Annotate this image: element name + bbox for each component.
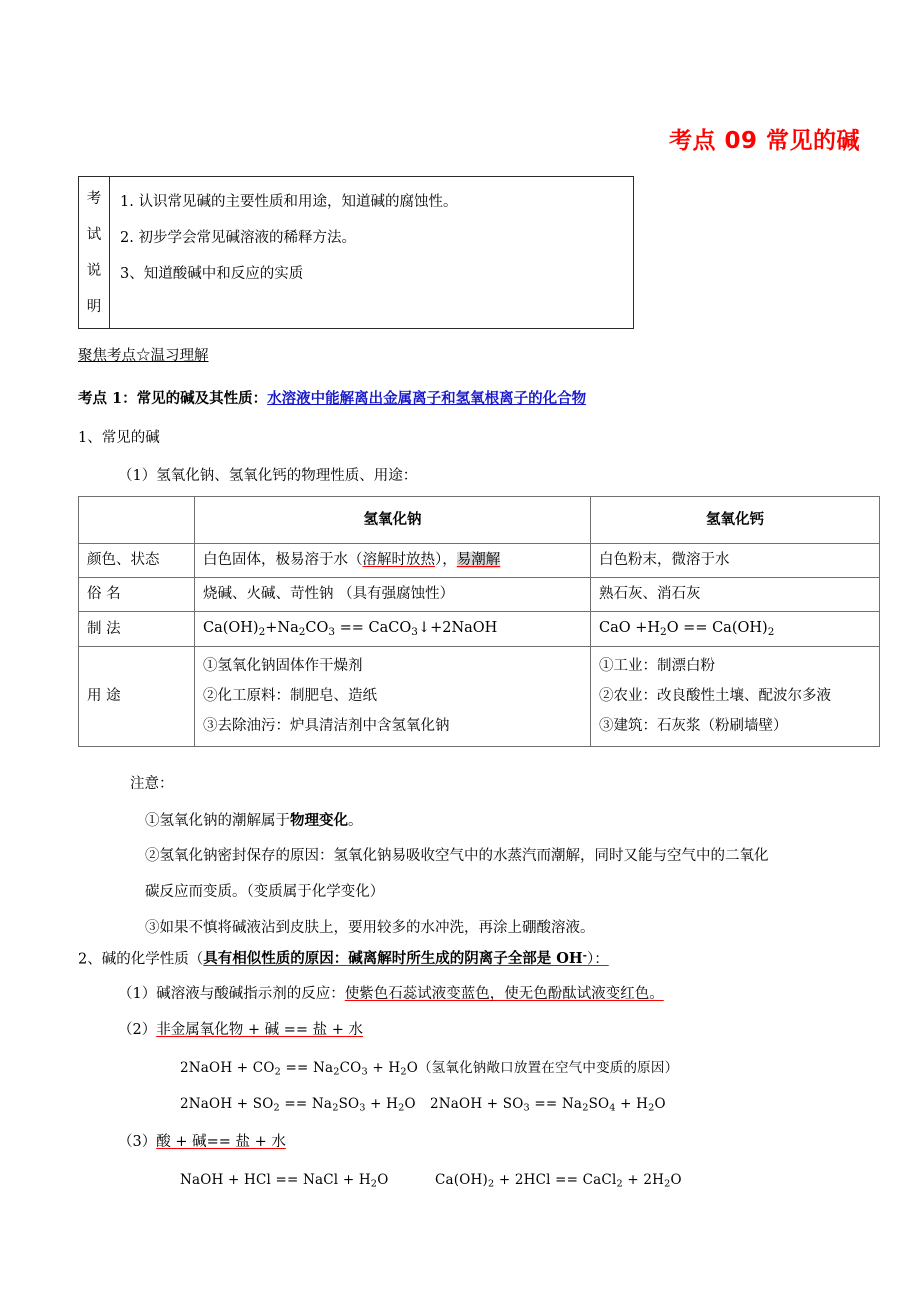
table-row (79, 612, 880, 647)
exam-line-blank (120, 292, 633, 328)
cell-naoh-color-state (195, 544, 591, 578)
notes-heading: 注意： (130, 776, 174, 792)
row-label-preparation: 制 法 (79, 612, 195, 647)
table-row (79, 647, 880, 747)
cell-caoh2-color-state: 白色粉末，微溶于水 (591, 544, 880, 578)
naoh-color-mid: ）， (435, 552, 457, 568)
item-1-label: 1、常见的碱 (78, 430, 160, 446)
item-2-bold-text: 具有相似性质的原因：碱离解时所生成的阴离子全部是 OH (203, 950, 583, 968)
table-row (79, 544, 880, 578)
row-label-common-name: 俗 名 (79, 578, 195, 612)
header-blank (79, 497, 195, 544)
naoh-color-highlight: 易潮解 (456, 552, 501, 568)
equation-naoh-co2: 2NaOH + $CO_2 == Na_2CO_3 + H_2O$（氢氧化钠敞口放置在空气中变质的原因） (180, 1060, 679, 1078)
note-1-post: 。 (348, 813, 363, 829)
naoh-use-2: ②化工原料：制肥皂、造纸 (203, 687, 377, 704)
item-2-prefix: 2、碱的化学性质（ (78, 951, 204, 968)
caoh2-use-3: ③建筑：石灰浆（粉刷墙壁） (599, 717, 788, 734)
row-label-color-state: 颜色、状态 (79, 544, 195, 578)
naoh-color-underlined: 溶解时放热 (362, 552, 435, 568)
row-label-uses: 用 途 (79, 647, 195, 747)
chem-prop-3-pre: （3） (118, 1134, 157, 1150)
cell-caoh2-common-name: 熟石灰、消石灰 (591, 578, 880, 612)
exam-line-1: 1. 认识常见碱的主要性质和用途，知道碱的腐蚀性。 (120, 194, 458, 210)
page-title: 考点 09 常见的碱 (668, 128, 860, 154)
caoh2-use-1: ①工业：制漂白粉 (599, 658, 715, 675)
kaodian-1-definition: 水溶液中能解离出金属离子和氢氧根离子的化合物 (267, 390, 587, 407)
cell-naoh-preparation: $Ca(OH)_2+Na_2CO_3$ == CaCO$_3$↓+2NaOH (195, 612, 591, 647)
header-naoh: 氢氧化钠 (195, 497, 591, 544)
kaodian-1-prefix: 考点 1：常见的碱及其性质： (78, 390, 268, 407)
exam-box-content (110, 177, 634, 329)
exam-label-char-0: 考 (86, 191, 102, 207)
note-1-bold: 物理变化 (290, 812, 348, 829)
chem-prop-2-pre: （2） (118, 1022, 157, 1038)
note-1 (145, 812, 363, 830)
naoh-use-1: ①氢氧化钠固体作干燥剂 (203, 658, 363, 675)
note-1-pre: ①氢氧化钠的潮解属于 (145, 813, 290, 829)
equation-naoh-hcl: NaOH + HCl == NaCl + $H_2O$ (180, 1172, 389, 1190)
chem-prop-3-underlined: 酸 + 碱== 盐 + 水 (156, 1134, 286, 1150)
note-2-line-1: ②氢氧化钠密封保存的原因：氢氧化钠易吸收空气中的水蒸汽而潮解，同时又能与空气中的二氧化 (145, 848, 769, 864)
cell-naoh-uses (195, 647, 591, 747)
table-row (79, 578, 880, 612)
section-heading: 聚焦考点☆温习理解 (78, 348, 209, 364)
equation-caoh2-hcl: $Ca(OH)_2 + 2HCl$ == CaCl$_2$ + $2H_2O$ (435, 1172, 682, 1190)
chem-prop-2 (118, 1022, 363, 1039)
naoh-color-pre: 白色固体，极易溶于水（ (203, 552, 363, 568)
caoh2-use-2: ②农业：改良酸性土壤、配波尔多液 (599, 687, 831, 704)
note-3: ③如果不慎将碱液沾到皮肤上，要用较多的水冲洗，再涂上硼酸溶液。 (145, 920, 595, 936)
exam-line-2: 2. 初步学会常见碱溶液的稀释方法。 (120, 230, 356, 246)
chem-prop-1 (118, 986, 664, 1003)
table-header-row (79, 497, 880, 544)
exam-label-char-1: 试 (86, 227, 102, 243)
chem-prop-3 (118, 1134, 286, 1151)
kaodian-1-heading (78, 390, 586, 408)
equation-naoh-so2: 2NaOH + $SO_2 == Na_2SO_3 + H_2O$ (180, 1096, 416, 1114)
chem-prop-2-underlined: 非金属氧化物 + 碱 == 盐 + 水 (156, 1022, 363, 1038)
cell-naoh-common-name: 烧碱、火碱、苛性钠 （具有强腐蚀性） (195, 578, 591, 612)
header-caoh2: 氢氧化钙 (591, 497, 880, 544)
item-2-bold-underlined (203, 950, 587, 967)
item-2-suffix: ）： (586, 951, 609, 968)
exam-box-label-column (79, 177, 110, 329)
cell-caoh2-uses (591, 647, 880, 747)
exam-label-char-3: 明 (86, 299, 102, 315)
naoh-use-3: ③去除油污：炉具清洁剂中含氢氧化钠 (203, 717, 450, 734)
chem-prop-1-underlined: 使紫色石蕊试液变蓝色，使无色酚酞试液变红色。 (344, 986, 664, 1002)
exam-line-3: 3、知道酸碱中和反应的实质 (120, 266, 304, 282)
cell-caoh2-preparation: CaO $+H_2O == Ca(OH)_2$ (591, 612, 880, 647)
item-2-heading (78, 950, 609, 969)
exam-label-char-2: 说 (86, 263, 102, 279)
properties-table (78, 496, 880, 747)
exam-requirements-box (78, 176, 634, 329)
item-1-sub-label: （1）氢氧化钠、氢氧化钙的物理性质、用途： (118, 468, 418, 484)
item-2-superscript: - (582, 950, 587, 962)
note-2-line-2: 碳反应而变质。（变质属于化学变化） (145, 884, 385, 900)
equation-naoh-so3: 2NaOH + $SO_3 == Na_2SO_4 + H_2O$ (430, 1096, 666, 1114)
chem-prop-1-pre: （1）碱溶液与酸碱指示剂的反应： (118, 986, 345, 1002)
